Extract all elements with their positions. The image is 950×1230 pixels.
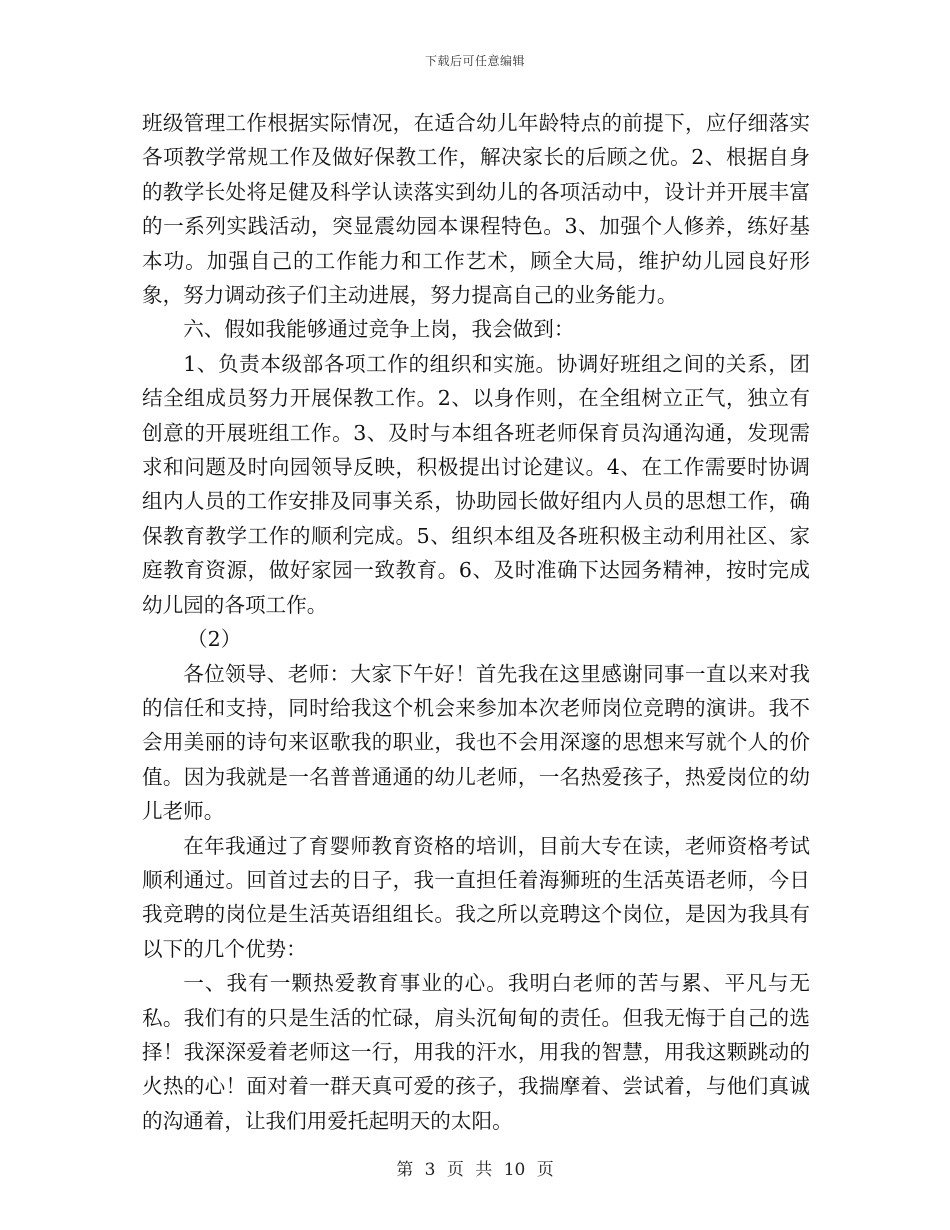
paragraph-section-six-items: 1、负责本级部各项工作的组织和实施。协调好班组之间的关系，团结全组成员努力开展保教工作。2、以身作则，在全组树立正气，独立有创意的开展班组工作。3、及时与本组各班老师保育员沟通沟通，发现需求和问题及时向园领导反映，积极提出讨论建议。4、在工作需要时协调组内人员的工作安排及同事关系，协助园长做好组内人员的思想工作，确保教育教学工作的顺利完成。5、组织本组及各班积极主动利用社区、家庭教育资源，做好家园一致教育。6、及时准确下达园务精神，按时完成幼儿园的各项工作。 bbox=[142, 351, 810, 617]
paragraph-advantage-one: 一、我有一颗热爱教育事业的心。我明白老师的苦与累、平凡与无私。我们有的只是生活的忙碌，肩头沉甸甸的责任。但我无悔于自己的选择！我深深爱着老师这一行，用我的汗水，用我的智慧，用我这颗跳动的火热的心！面对着一群天真可爱的孩子，我揣摩着、尝试着，与他们真诚的沟通着，让我们用爱托起明天的太阳。 bbox=[142, 971, 810, 1133]
page-footer: 第 3 页 共 10 页 bbox=[396, 1160, 554, 1180]
section-number-label: （2） bbox=[187, 627, 242, 652]
document-body bbox=[142, 106, 810, 1138]
paragraph-section-six-heading: 六、假如我能够通过竞争上岗，我会做到： bbox=[183, 317, 575, 342]
page-header: 下载后可任意编辑 bbox=[424, 54, 525, 68]
paragraph-class-management: 班级管理工作根据实际情况，在适合幼儿年龄特点的前提下，应仔细落实各项教学常规工作及做好保教工作，解决家长的后顾之优。2、根据自身的教学长处将足健及科学认读落实到幼儿的各项活动中，设计并开展丰富的一系列实践活动，突显震幼园本课程特色。3、加强个人修养，练好基本功。加强自己的工作能力和工作艺术，顾全大局，维护幼儿园良好形象，努力调动孩子们主动进展，努力提高自己的业务能力。 bbox=[142, 111, 810, 308]
paragraph-background: 在年我通过了育婴师教育资格的培训，目前大专在读，老师资格考试顺利通过。回首过去的日子，我一直担任着海狮班的生活英语老师，今日我竞聘的岗位是生活英语组组长。我之所以竞聘这个岗位，是因为我具有以下的几个优势： bbox=[142, 833, 810, 961]
paragraph-greeting: 各位领导、老师：大家下午好！首先我在这里感谢同事一直以来对我的信任和支持，同时给我这个机会来参加本次老师岗位竞聘的演讲。我不会用美丽的诗句来讴歌我的职业，我也不会用深邃的思想来写就个人的价值。因为我就是一名普普通通的幼儿老师，一名热爱孩子，热爱岗位的幼儿老师。 bbox=[142, 661, 810, 824]
